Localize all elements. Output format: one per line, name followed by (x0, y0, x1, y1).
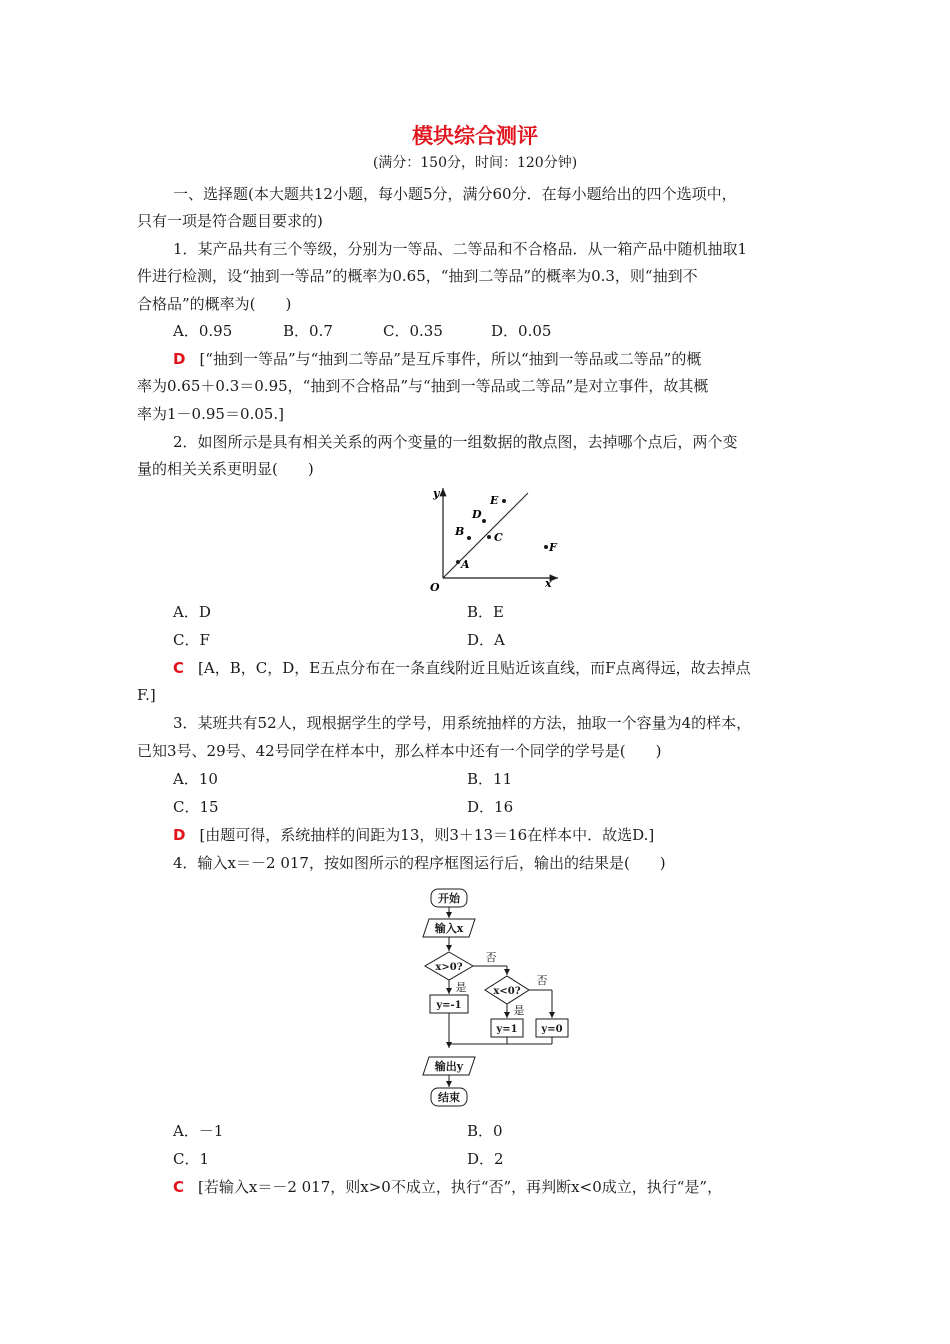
q3-explanation-text1: [由题可得，系统抽样的间距为13，则3＋13＝16在样本中．故选D.] (199, 826, 655, 844)
q1-explanation-line3: 率为1－0.95＝0.05.] (137, 405, 284, 423)
scatter-figure (420, 480, 570, 595)
flow-cond2-label: x<0? (493, 986, 521, 997)
section-intro-line1: 一、选择题(本大题共12小题，每小题5分，满分60分．在每小题给出的四个选项中， (173, 185, 737, 203)
scatter-point-a (456, 560, 460, 564)
section-intro-line2: 只有一项是符合题目要求的) (137, 212, 323, 230)
scatter-x-label: x (545, 577, 552, 590)
q2-option-b: B．E (467, 603, 504, 621)
q1-option-b: B．0.7 (283, 322, 333, 340)
scatter-label-f: F (549, 541, 557, 554)
page-title: 模块综合测评 (412, 124, 538, 148)
q3-stem-line1: 3．某班共有52人，现根据学生的学号，用系统抽样的方法，抽取一个容量为4的样本， (173, 714, 752, 732)
flow-input-label: 输入x (434, 922, 464, 935)
page-subtitle: (满分：150分，时间：120分钟) (372, 155, 578, 171)
q2-answer: C (173, 659, 185, 677)
scatter-point-f (544, 545, 548, 549)
q1-explanation-line2: 率为0.65＋0.3＝0.95，“抽到不合格品”与“抽到一等品或二等品”是对立事件，故其概 (137, 377, 709, 395)
q1-stem-line1: 1．某产品共有三个等级，分别为一等品、二等品和不合格品．从一箱产品中随机抽取1 (173, 240, 748, 258)
q1-explanation-line1 (173, 349, 701, 369)
flowchart-figure (405, 882, 590, 1112)
q4-option-c: C．1 (173, 1150, 210, 1168)
q1-stem-line2: 件进行检测，设“抽到一等品”的概率为0.65，“抽到二等品”的概率为0.3，则“抽到不 (137, 267, 698, 285)
flow-end-label: 结束 (438, 1091, 460, 1104)
q1-stem-line3: 合格品”的概率为( ) (137, 295, 292, 313)
scatter-origin-label: O (430, 581, 440, 594)
q3-option-a: A．10 (173, 770, 218, 788)
scatter-label-d: D (472, 508, 482, 521)
q2-option-d: D．A (467, 631, 505, 649)
q2-option-c: C．F (173, 631, 210, 649)
scatter-label-a: A (461, 558, 470, 571)
q2-explanation-text1: [A，B，C，D，E五点分布在一条直线附近且贴近该直线，而F点离得远，故去掉点 (198, 659, 751, 677)
q4-explanation-text1: [若输入x＝－2 017，则x>0不成立，执行“否”，再判断x<0成立，执行“是”， (198, 1178, 723, 1196)
flow-yes2-label: 是 (513, 1004, 525, 1017)
q3-option-d: D．16 (467, 798, 514, 816)
scatter-label-b: B (455, 525, 465, 538)
scatter-point-b (467, 536, 471, 540)
flow-no2-label: 否 (536, 974, 548, 987)
q4-option-d: D．2 (467, 1150, 504, 1168)
scatter-point-d (482, 519, 486, 523)
q2-stem-line1: 2．如图所示是具有相关关系的两个变量的一组数据的散点图，去掉哪个点后，两个变 (173, 433, 738, 451)
q3-explanation-line1 (173, 825, 654, 845)
q4-answer: C (173, 1178, 185, 1196)
flow-yzero-label: y=0 (541, 1024, 563, 1035)
scatter-point-e (502, 499, 506, 503)
flow-yes1-label: 是 (455, 981, 467, 994)
q4-explanation-line1 (173, 1177, 722, 1197)
q4-option-a: A．－1 (173, 1122, 224, 1140)
q1-option-a: A．0.95 (173, 322, 233, 340)
flow-cond1-label: x>0? (435, 962, 463, 973)
q4-stem-line1: 4．输入x＝－2 017，按如图所示的程序框图运行后，输出的结果是( ) (173, 854, 666, 872)
q3-answer: D (173, 826, 186, 844)
q2-explanation-line2: F.] (137, 686, 156, 704)
flow-start-label: 开始 (438, 892, 460, 905)
q1-explanation-text1: [“抽到一等品”与“抽到二等品”是互斥事件，所以“抽到一等品或二等品”的概 (199, 350, 702, 368)
q2-stem-line2: 量的相关关系更明显( ) (137, 460, 314, 478)
q1-answer: D (173, 350, 186, 368)
q4-option-b: B．0 (467, 1122, 503, 1140)
flow-no1-label: 否 (485, 951, 497, 964)
q2-explanation-line1 (173, 658, 751, 678)
scatter-label-e: E (490, 494, 499, 507)
q3-option-b: B．11 (467, 770, 513, 788)
q3-option-c: C．15 (173, 798, 219, 816)
q3-stem-line2: 已知3号、29号、42号同学在样本中，那么样本中还有一个同学的学号是( ) (137, 742, 662, 760)
flow-ypos-label: y=1 (496, 1024, 518, 1035)
q1-option-d: D．0.05 (491, 322, 552, 340)
q1-option-c: C．0.35 (383, 322, 443, 340)
flow-yneg-label: y=-1 (436, 1000, 462, 1011)
scatter-point-c (487, 535, 491, 539)
scatter-label-c: C (494, 531, 503, 544)
q2-option-a: A．D (173, 603, 211, 621)
scatter-y-label: y (433, 487, 440, 500)
flow-output-label: 输出y (434, 1060, 464, 1073)
